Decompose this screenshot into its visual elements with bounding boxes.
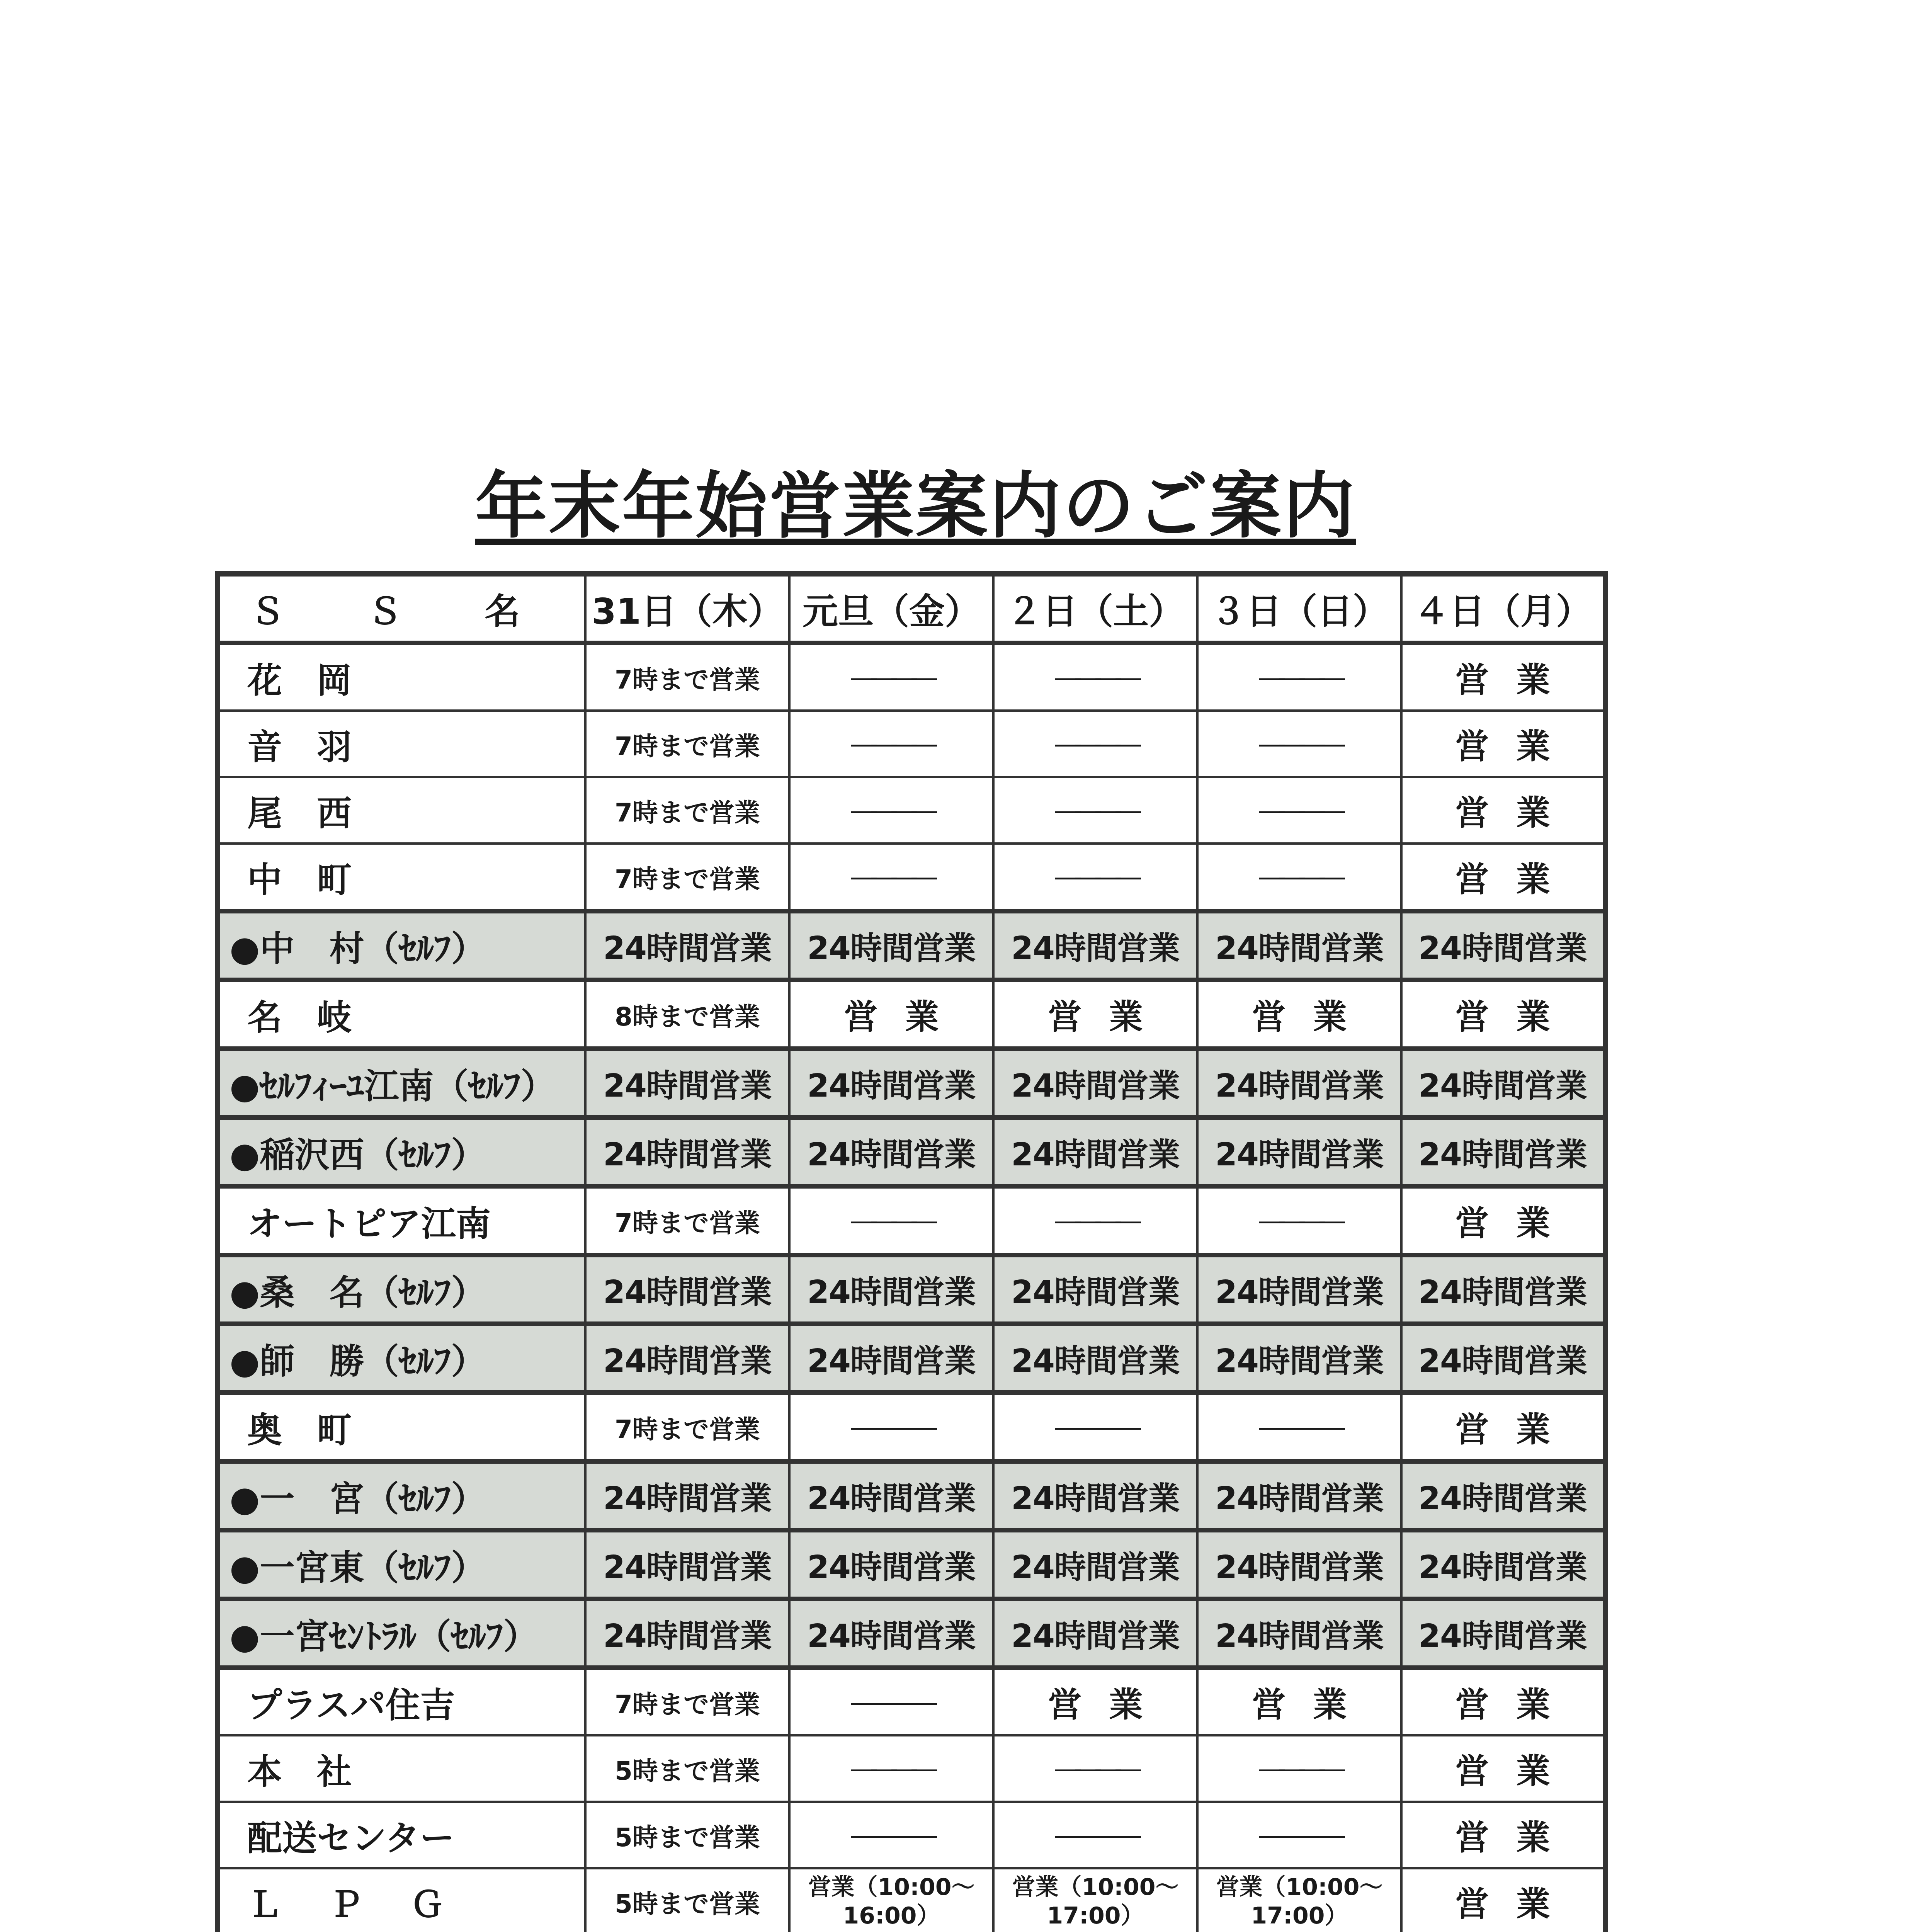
hours-cell-jan3: 24時間営業 <box>1197 911 1401 980</box>
ss-name-cell: ●桑 名（ｾﾙﾌ） <box>218 1255 585 1324</box>
table-row <box>218 1186 1605 1255</box>
hours-cell-dec31: 5時まで営業 <box>585 1802 789 1868</box>
hours-cell-jan4: 営業 <box>1401 844 1605 911</box>
ss-name-cell: 本 社 <box>218 1735 585 1802</box>
hours-cell-jan2: ―――― <box>993 643 1197 711</box>
hours-cell-jan3: ―――― <box>1197 777 1401 844</box>
hours-cell-jan1: 24時間営業 <box>789 1117 993 1186</box>
hours-cell-jan4: 営業 <box>1401 1868 1605 1932</box>
hours-cell-jan4: 24時間営業 <box>1401 1324 1605 1393</box>
table-row <box>218 711 1605 777</box>
hours-cell-jan3: 営業 <box>1197 1668 1401 1735</box>
hours-cell-jan1: ―――― <box>789 643 993 711</box>
ss-name-cell: ●稲沢西（ｾﾙﾌ） <box>218 1117 585 1186</box>
hours-cell-jan4: 24時間営業 <box>1401 1049 1605 1117</box>
ss-name-cell: 名 岐 <box>218 980 585 1049</box>
hours-cell-jan1: ―――― <box>789 777 993 844</box>
hours-cell-jan1: ―――― <box>789 1735 993 1802</box>
table-row <box>218 911 1605 980</box>
hours-cell-dec31: 24時間営業 <box>585 1049 789 1117</box>
hours-cell-dec31: 7時まで営業 <box>585 711 789 777</box>
hours-cell-jan3: ―――― <box>1197 1802 1401 1868</box>
table-body <box>218 643 1605 1932</box>
hours-cell-jan1: 24時間営業 <box>789 1461 993 1530</box>
hours-cell-jan3: 24時間営業 <box>1197 1255 1401 1324</box>
column-header-jan4: ４日（月） <box>1401 574 1605 643</box>
table-row <box>218 1393 1605 1461</box>
hours-cell-jan2: 24時間営業 <box>993 1530 1197 1599</box>
hours-cell-dec31: 24時間営業 <box>585 1461 789 1530</box>
ss-name-cell: 花 岡 <box>218 643 585 711</box>
ss-name-cell: オートピア江南 <box>218 1186 585 1255</box>
hours-cell-jan1: ―――― <box>789 1668 993 1735</box>
hours-cell-jan3: 24時間営業 <box>1197 1461 1401 1530</box>
hours-cell-dec31: 7時まで営業 <box>585 844 789 911</box>
hours-cell-jan3: 24時間営業 <box>1197 1049 1401 1117</box>
hours-cell-jan1: 24時間営業 <box>789 1530 993 1599</box>
hours-cell-jan3: 営業（10:00～17:00） <box>1197 1868 1401 1932</box>
hours-cell-jan2: ―――― <box>993 777 1197 844</box>
hours-cell-jan2: 24時間営業 <box>993 1324 1197 1393</box>
hours-cell-dec31: 5時まで営業 <box>585 1868 789 1932</box>
hours-cell-dec31: 7時まで営業 <box>585 777 789 844</box>
table-row <box>218 1735 1605 1802</box>
hours-cell-dec31: 7時まで営業 <box>585 1186 789 1255</box>
hours-cell-jan3: ―――― <box>1197 1735 1401 1802</box>
table-row <box>218 1255 1605 1324</box>
hours-cell-dec31: 24時間営業 <box>585 1117 789 1186</box>
hours-cell-jan4: 24時間営業 <box>1401 1530 1605 1599</box>
ss-name-cell: 奥 町 <box>218 1393 585 1461</box>
hours-cell-jan2: 24時間営業 <box>993 1255 1197 1324</box>
table-row <box>218 1530 1605 1599</box>
hours-cell-jan3: 24時間営業 <box>1197 1530 1401 1599</box>
hours-cell-jan4: 営業 <box>1401 1393 1605 1461</box>
table-row <box>218 844 1605 911</box>
table-row <box>218 1117 1605 1186</box>
hours-cell-jan3: 営業 <box>1197 980 1401 1049</box>
ss-name-cell: ●一宮ｾﾝﾄﾗﾙ（ｾﾙﾌ） <box>218 1599 585 1668</box>
hours-cell-jan4: 24時間営業 <box>1401 1599 1605 1668</box>
hours-cell-jan2: ―――― <box>993 1393 1197 1461</box>
hours-cell-jan4: 24時間営業 <box>1401 911 1605 980</box>
ss-name-cell: ●中 村（ｾﾙﾌ） <box>218 911 585 980</box>
hours-cell-jan2: 営業 <box>993 980 1197 1049</box>
hours-cell-jan2: ―――― <box>993 1186 1197 1255</box>
hours-cell-jan4: 24時間営業 <box>1401 1255 1605 1324</box>
hours-cell-jan2: 24時間営業 <box>993 1461 1197 1530</box>
ss-name-cell: ●師 勝（ｾﾙﾌ） <box>218 1324 585 1393</box>
table-row <box>218 1049 1605 1117</box>
hours-cell-dec31: 7時まで営業 <box>585 1668 789 1735</box>
hours-cell-dec31: 24時間営業 <box>585 1530 789 1599</box>
ss-name-cell: ●一宮東（ｾﾙﾌ） <box>218 1530 585 1599</box>
column-header-jan1: 元旦（金） <box>789 574 993 643</box>
hours-cell-jan4: 営業 <box>1401 1668 1605 1735</box>
table-row <box>218 1868 1605 1932</box>
column-header-dec31: 31日（木） <box>585 574 789 643</box>
table-row <box>218 777 1605 844</box>
hours-cell-jan1: ―――― <box>789 1802 993 1868</box>
hours-cell-jan2: 24時間営業 <box>993 1049 1197 1117</box>
hours-cell-jan4: 営業 <box>1401 643 1605 711</box>
table-row <box>218 980 1605 1049</box>
hours-cell-jan3: 24時間営業 <box>1197 1324 1401 1393</box>
hours-cell-jan2: 営業 <box>993 1668 1197 1735</box>
hours-cell-dec31: 24時間営業 <box>585 1599 789 1668</box>
hours-cell-jan1: ―――― <box>789 844 993 911</box>
hours-cell-jan2: ―――― <box>993 1735 1197 1802</box>
hours-cell-jan2: ―――― <box>993 844 1197 911</box>
hours-cell-jan3: ―――― <box>1197 1186 1401 1255</box>
table-row <box>218 643 1605 711</box>
hours-cell-jan3: ―――― <box>1197 711 1401 777</box>
table-row <box>218 1599 1605 1668</box>
hours-cell-dec31: 24時間営業 <box>585 1255 789 1324</box>
hours-cell-jan1: ―――― <box>789 1186 993 1255</box>
hours-cell-jan4: 営業 <box>1401 980 1605 1049</box>
table-row <box>218 1668 1605 1735</box>
hours-cell-dec31: 7時まで営業 <box>585 643 789 711</box>
hours-cell-jan2: ―――― <box>993 1802 1197 1868</box>
hours-cell-jan1: 営業（10:00～16:00） <box>789 1868 993 1932</box>
hours-cell-jan2: 24時間営業 <box>993 911 1197 980</box>
hours-cell-jan2: 24時間営業 <box>993 1599 1197 1668</box>
hours-cell-dec31: 24時間営業 <box>585 911 789 980</box>
hours-cell-jan2: 営業（10:00～17:00） <box>993 1868 1197 1932</box>
hours-cell-jan4: 24時間営業 <box>1401 1117 1605 1186</box>
ss-name-cell: 音 羽 <box>218 711 585 777</box>
hours-cell-jan1: ―――― <box>789 1393 993 1461</box>
column-header-jan3: ３日（日） <box>1197 574 1401 643</box>
hours-cell-dec31: 7時まで営業 <box>585 1393 789 1461</box>
hours-cell-jan4: 営業 <box>1401 1735 1605 1802</box>
hours-cell-jan1: 24時間営業 <box>789 1599 993 1668</box>
hours-cell-jan4: 営業 <box>1401 1186 1605 1255</box>
ss-name-cell: ●一 宮（ｾﾙﾌ） <box>218 1461 585 1530</box>
hours-cell-jan1: 24時間営業 <box>789 1324 993 1393</box>
hours-cell-jan1: ―――― <box>789 711 993 777</box>
hours-cell-jan1: 24時間営業 <box>789 1049 993 1117</box>
hours-cell-jan1: 営業 <box>789 980 993 1049</box>
hours-cell-dec31: 8時まで営業 <box>585 980 789 1049</box>
ss-name-cell: プラスパ住吉 <box>218 1668 585 1735</box>
business-hours-table <box>215 571 1608 1932</box>
hours-cell-jan3: ―――― <box>1197 1393 1401 1461</box>
hours-cell-jan3: ―――― <box>1197 643 1401 711</box>
hours-cell-jan1: 24時間営業 <box>789 1255 993 1324</box>
hours-cell-jan3: ―――― <box>1197 844 1401 911</box>
table-row <box>218 1461 1605 1530</box>
hours-cell-jan2: 24時間営業 <box>993 1117 1197 1186</box>
hours-cell-dec31: 24時間営業 <box>585 1324 789 1393</box>
ss-name-cell: ＬＰＧ <box>218 1868 585 1932</box>
hours-cell-jan3: 24時間営業 <box>1197 1117 1401 1186</box>
column-header-ss-name: Ｓ Ｓ 名 <box>218 574 585 643</box>
hours-cell-jan4: 営業 <box>1401 777 1605 844</box>
hours-cell-jan4: 営業 <box>1401 711 1605 777</box>
table-row <box>218 1324 1605 1393</box>
hours-cell-jan4: 営業 <box>1401 1802 1605 1868</box>
hours-cell-jan1: 24時間営業 <box>789 911 993 980</box>
ss-name-cell: 配送センター <box>218 1802 585 1868</box>
hours-cell-jan4: 24時間営業 <box>1401 1461 1605 1530</box>
hours-cell-jan3: 24時間営業 <box>1197 1599 1401 1668</box>
page-title: 年末年始営業案内のご案内 <box>475 464 1356 548</box>
table-row <box>218 1802 1605 1868</box>
ss-name-cell: 尾 西 <box>218 777 585 844</box>
hours-cell-dec31: 5時まで営業 <box>585 1735 789 1802</box>
ss-name-cell: 中 町 <box>218 844 585 911</box>
hours-cell-jan2: ―――― <box>993 711 1197 777</box>
table-header-row <box>218 574 1605 643</box>
column-header-jan2: ２日（土） <box>993 574 1197 643</box>
ss-name-cell: ●ｾﾙﾌｨｰﾕ江南（ｾﾙﾌ） <box>218 1049 585 1117</box>
